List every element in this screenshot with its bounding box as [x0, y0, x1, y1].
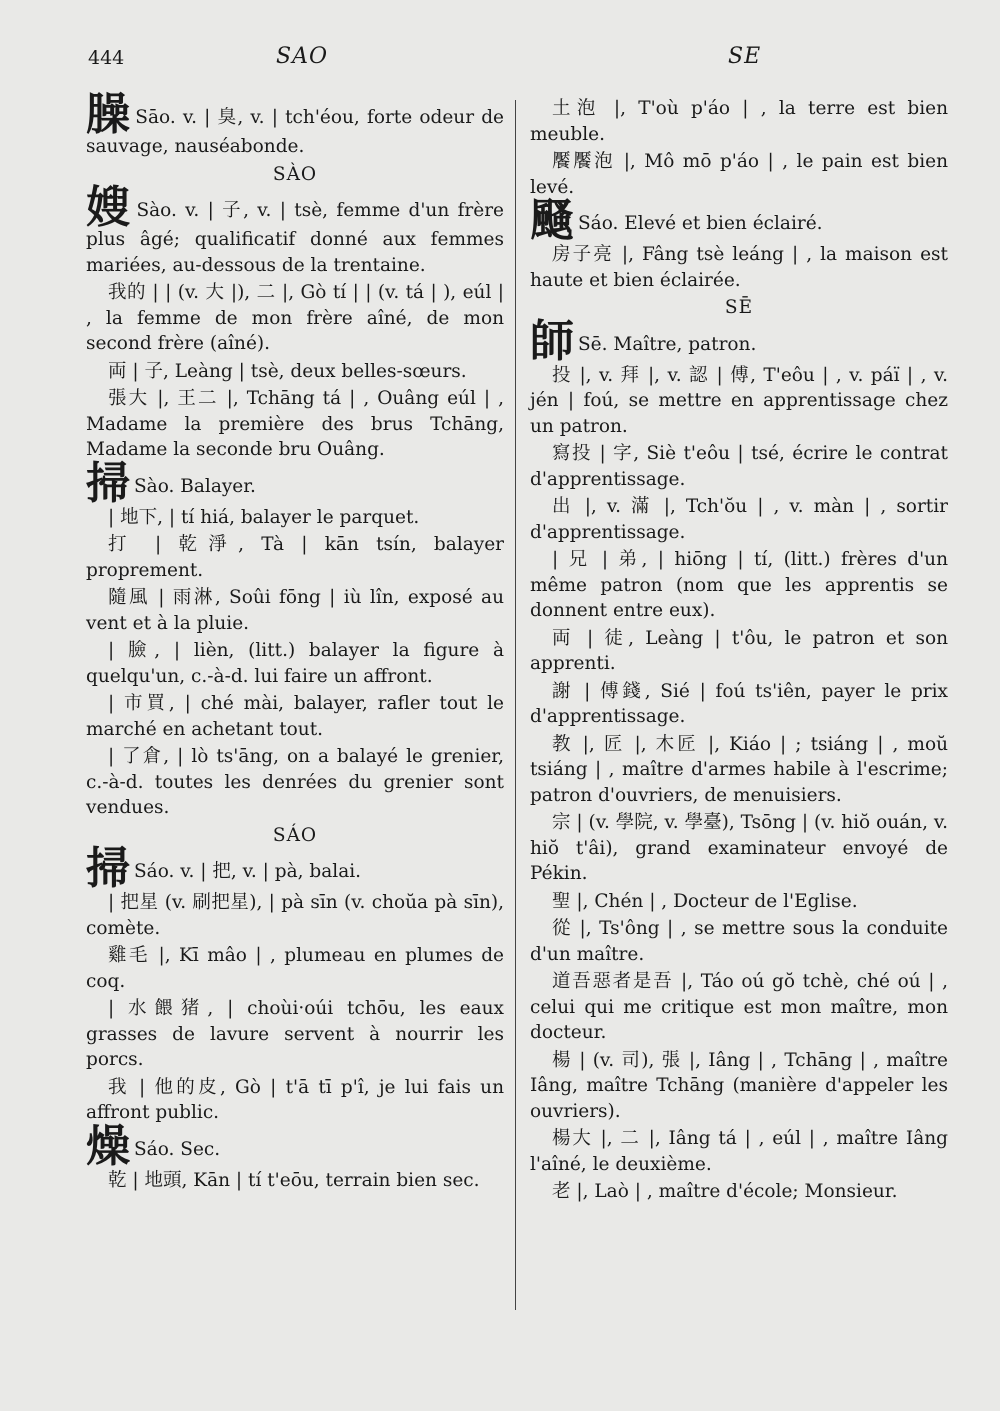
headword-character: 掃	[86, 843, 130, 894]
dictionary-entry	[86, 182, 505, 278]
sub-entry: 謝 | 傅錢, Sié | foú ts'iên, payer le prix d'apprentissage.	[530, 680, 948, 727]
sub-entry: 乾 | 地頭, Kān | tí t'eōu, terrain bien sec.	[108, 1169, 480, 1191]
sub-entry: 宗 | (v. 學院, v. 學臺), Tsōng | (v. hiŏ ouán, v. hiŏ t'âi), grand examinateur envoyé de Pékin.	[530, 812, 948, 884]
entry-text: Sào. v. | 子, v. | tsè, femme d'un frère plus âgé; qualificatif donné aux femmes mariées, au-dessous de la trentaine.	[86, 200, 505, 276]
sub-entry: | 臉, | lièn, (litt.) balayer la figure à quelqu'un, c.-à-d. lui faire un affront.	[86, 640, 504, 687]
entry-text: Sáo. Sec.	[134, 1138, 221, 1160]
sub-entry: | 兄 | 弟, | hiōng | tí, (litt.) frères d'un même patron (nom que les apprentis se donnent entre eux).	[530, 549, 948, 621]
sub-entry: | 市買, | ché mài, balayer, rafler tout le marché en achetant tout.	[86, 693, 504, 740]
sub-entry: 教 |, 匠 |, 木匠 |, Kiáo | ; tsiáng | , moŭ tsiáng | , maître d'armes habile à l'escrime; patron d'ouvriers, de menuisiers.	[530, 733, 948, 806]
headword-character: 掃	[86, 457, 130, 509]
sub-entry: 寫投 | 字, Siè t'eôu | tsé, écrire le contrat d'apprentissage.	[530, 443, 948, 490]
section-heading: SÀO	[272, 163, 318, 185]
sub-entry: 饜饜泡 |, Mô mō p'áo | , le pain est bien levé.	[530, 151, 948, 198]
headword-character: 燥	[86, 1120, 130, 1172]
dictionary-entry	[86, 843, 504, 894]
sub-entry: | 水餵猪, | choùi·oúi tchōu, les eaux grasses de lavure servent à nourrir les porcs.	[86, 998, 504, 1070]
dictionary-entry	[530, 315, 948, 367]
sub-entry: 老 |, Laò | , maître d'école; Monsieur.	[552, 1181, 898, 1202]
sub-entry: 投 |, v. 拜 |, v. 認 | 傅, T'eôu | , v. páï | , v. jén | foú, se mettre en apprentissage chez un patron.	[530, 364, 948, 437]
headword-character: 嫂	[86, 182, 133, 233]
sub-entry: 土泡 |, T'où p'áo | , la terre est bien meuble.	[530, 98, 948, 145]
headword-character: 師	[530, 315, 574, 367]
entry-text: Sē. Maître, patron.	[578, 333, 757, 355]
entry-text: Sáo. v. | 把, v. | pà, balai.	[134, 861, 362, 882]
left-running-heading: SAO	[276, 44, 328, 69]
dictionary-entry	[86, 457, 504, 509]
right-column	[530, 96, 948, 1207]
section-heading: SÁO	[272, 824, 318, 846]
sub-entry: 聖 |, Chén | , Docteur de l'Eglise.	[552, 890, 858, 912]
entry-text: Sáo. Elevé et bien éclairé.	[578, 213, 823, 234]
sub-entry: 我 | 他的皮, Gò | t'ā tī p'î, je lui fais un affront public.	[86, 1076, 504, 1123]
sub-entry: | 把星 (v. 刷把星), | pà sīn (v. choŭa pà sīn), comète.	[86, 892, 504, 939]
sub-entry: 隨風 | 雨淋, Soûi fōng | iù lîn, exposé au vent et à la pluie.	[86, 587, 504, 634]
sub-entry: 出 |, v. 滿 |, Tch'ŏu | , v. màn | , sortir d'apprentissage.	[530, 496, 948, 543]
dictionary-entry	[86, 1120, 504, 1172]
dictionary-entry	[86, 89, 505, 160]
headword-character: 颾	[530, 195, 574, 246]
sub-entry: 楊 | (v. 司), 張 |, Iâng | , Tchāng | , maître Iâng, maître Tchāng (manière d'appeler les ouvriers).	[530, 1049, 948, 1122]
dictionary-entry	[530, 195, 948, 246]
sub-entry: 両 | 徒, Leàng | t'ôu, le patron et son apprenti.	[530, 627, 948, 674]
sub-entry: | 了倉, | lò ts'āng, on a balayé le grenier, c.-à-d. toutes les denrées du grenier sont vendues.	[86, 746, 504, 818]
sub-entry: 從 |, Ts'ông | , se mettre sous la conduite d'un maître.	[530, 918, 948, 965]
left-column	[86, 89, 505, 1195]
sub-entry: 房子亮 |, Fâng tsè leáng | , la maison est haute et bien éclairée.	[530, 244, 948, 291]
column-divider	[515, 100, 516, 1310]
sub-entry: 雞毛 |, Kī mâo | , plumeau en plumes de coq.	[86, 945, 504, 992]
page-number: 444	[88, 47, 125, 69]
sub-entry: 張大 |, 王二 |, Tchāng tá | , Ouâng eúl | , Madame la première des brus Tchāng, Madame la seconde bru Ouâng.	[86, 388, 504, 460]
sub-entry: 両 | 子, Leàng | tsè, deux belles-sœurs.	[108, 360, 467, 382]
sub-entry: 我的 | | (v. 大 |), 二 |, Gò tí | | (v. tá | ), eúl | , la femme de mon frère aîné, de mon second frère (aîné).	[86, 282, 504, 354]
sub-entry: | 地下, | tí hiá, balayer le parquet.	[108, 506, 420, 528]
section-heading: SĒ	[724, 297, 754, 318]
sub-entry: 楊大 |, 二 |, Iâng tá | , eúl | , maître Iâng l'aîné, le deuxième.	[530, 1128, 948, 1175]
headword-character: 臊	[86, 89, 132, 140]
right-running-heading: SE	[728, 44, 762, 69]
entry-text: Sāo. v. | 臭, v. | tch'éou, forte odeur de sauvage, nauséabonde.	[86, 107, 505, 157]
sub-entry: 道吾惡者是吾 |, Táo oú gŏ tchè, ché oú | , celui qui me critique est mon maître, mon docteur.	[530, 971, 948, 1043]
sub-entry: 打 | 乾淨, Tà | kān tsín, balayer proprement.	[86, 534, 504, 581]
entry-text: Sào. Balayer.	[134, 475, 256, 497]
